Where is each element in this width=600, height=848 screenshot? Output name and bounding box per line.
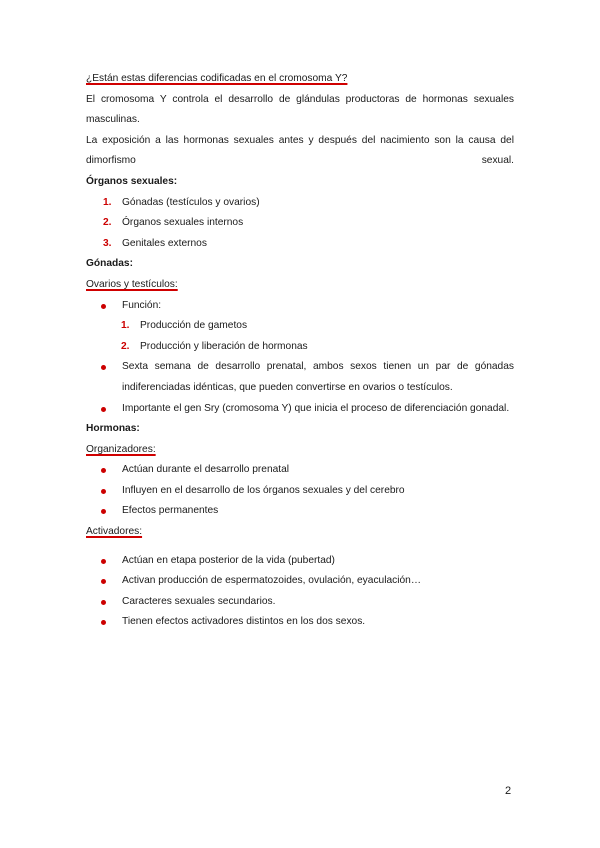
bullet-item	[86, 460, 514, 481]
bullet-item	[86, 296, 514, 317]
list-item	[86, 193, 514, 214]
bullet-text: Sexta semana de desarrollo prenatal, ambos sexos tienen un par de gónadas indiferenciadas idénticas, que pueden convertirse en ovarios o testículos.	[122, 361, 514, 393]
list-item	[86, 213, 514, 234]
list-item-text: Producción de gametos	[140, 320, 248, 332]
bullet-text: Activan producción de espermatozoides, ovulación, eyaculación…	[122, 575, 422, 587]
list-number: 2.	[103, 217, 112, 229]
bullet-icon	[101, 304, 106, 309]
bullet-item	[86, 551, 514, 572]
question-heading: ¿Están estas diferencias codificadas en el cromosoma Y?	[86, 73, 348, 84]
bullet-item	[86, 357, 514, 398]
sub-list-item	[86, 337, 514, 358]
list-item-text: Genitales externos	[122, 237, 207, 249]
bullet-text: Influyen en el desarrollo de los órganos sexuales y del cerebro	[122, 484, 405, 496]
organizadores-subheading: Organizadores:	[86, 443, 156, 455]
bullet-item	[86, 399, 514, 420]
bullet-text: Actúan durante el desarrollo prenatal	[122, 464, 290, 476]
list-number: 3.	[103, 237, 112, 249]
bullet-text: Caracteres sexuales secundarios.	[122, 595, 276, 607]
list-number: 1.	[121, 320, 130, 332]
bullet-icon	[101, 489, 106, 494]
organos-heading: Órganos sexuales:	[86, 175, 178, 187]
bullet-icon	[101, 600, 106, 605]
bullet-icon	[101, 407, 106, 412]
paragraph-exposicion: La exposición a las hormonas sexuales antes y después del nacimiento son la causa del dimorfismo sexual.	[86, 134, 514, 167]
bullet-icon	[101, 365, 106, 370]
list-item-text: Órganos sexuales internos	[122, 217, 244, 229]
bullet-text: Efectos permanentes	[122, 505, 219, 517]
bullet-item	[86, 501, 514, 522]
hormonas-heading: Hormonas:	[86, 423, 140, 435]
bullet-text: Tienen efectos activadores distintos en los dos sexos.	[122, 616, 366, 628]
activadores-subheading: Activadores:	[86, 526, 143, 538]
bullet-icon	[101, 559, 106, 564]
list-item-text: Producción y liberación de hormonas	[140, 340, 308, 352]
bullet-item	[86, 592, 514, 613]
sub-list-item	[86, 316, 514, 337]
gonadas-heading: Gónadas:	[86, 258, 133, 270]
bullet-icon	[101, 468, 106, 473]
bullet-icon	[101, 620, 106, 625]
paragraph-cromosoma: El cromosoma Y controla el desarrollo de glándulas productoras de hormonas sexuales masculinas.	[86, 93, 514, 126]
bullet-icon	[101, 579, 106, 584]
bullet-text: Importante el gen Sry (cromosoma Y) que inicia el proceso de diferenciación gonadal.	[122, 402, 510, 414]
page-content	[86, 69, 514, 633]
bullet-item	[86, 571, 514, 592]
bullet-item	[86, 481, 514, 502]
bullet-icon	[101, 509, 106, 514]
list-item-text: Gónadas (testículos y ovarios)	[122, 196, 260, 208]
page-number: 2	[505, 785, 512, 797]
ovarios-subheading: Ovarios y testículos:	[86, 278, 178, 290]
bullet-text: Función:	[122, 299, 162, 311]
list-number: 2.	[121, 340, 130, 352]
list-item	[86, 234, 514, 255]
bullet-item	[86, 612, 514, 633]
bullet-text: Actúan en etapa posterior de la vida (pubertad)	[122, 554, 335, 566]
list-number: 1.	[103, 196, 112, 208]
